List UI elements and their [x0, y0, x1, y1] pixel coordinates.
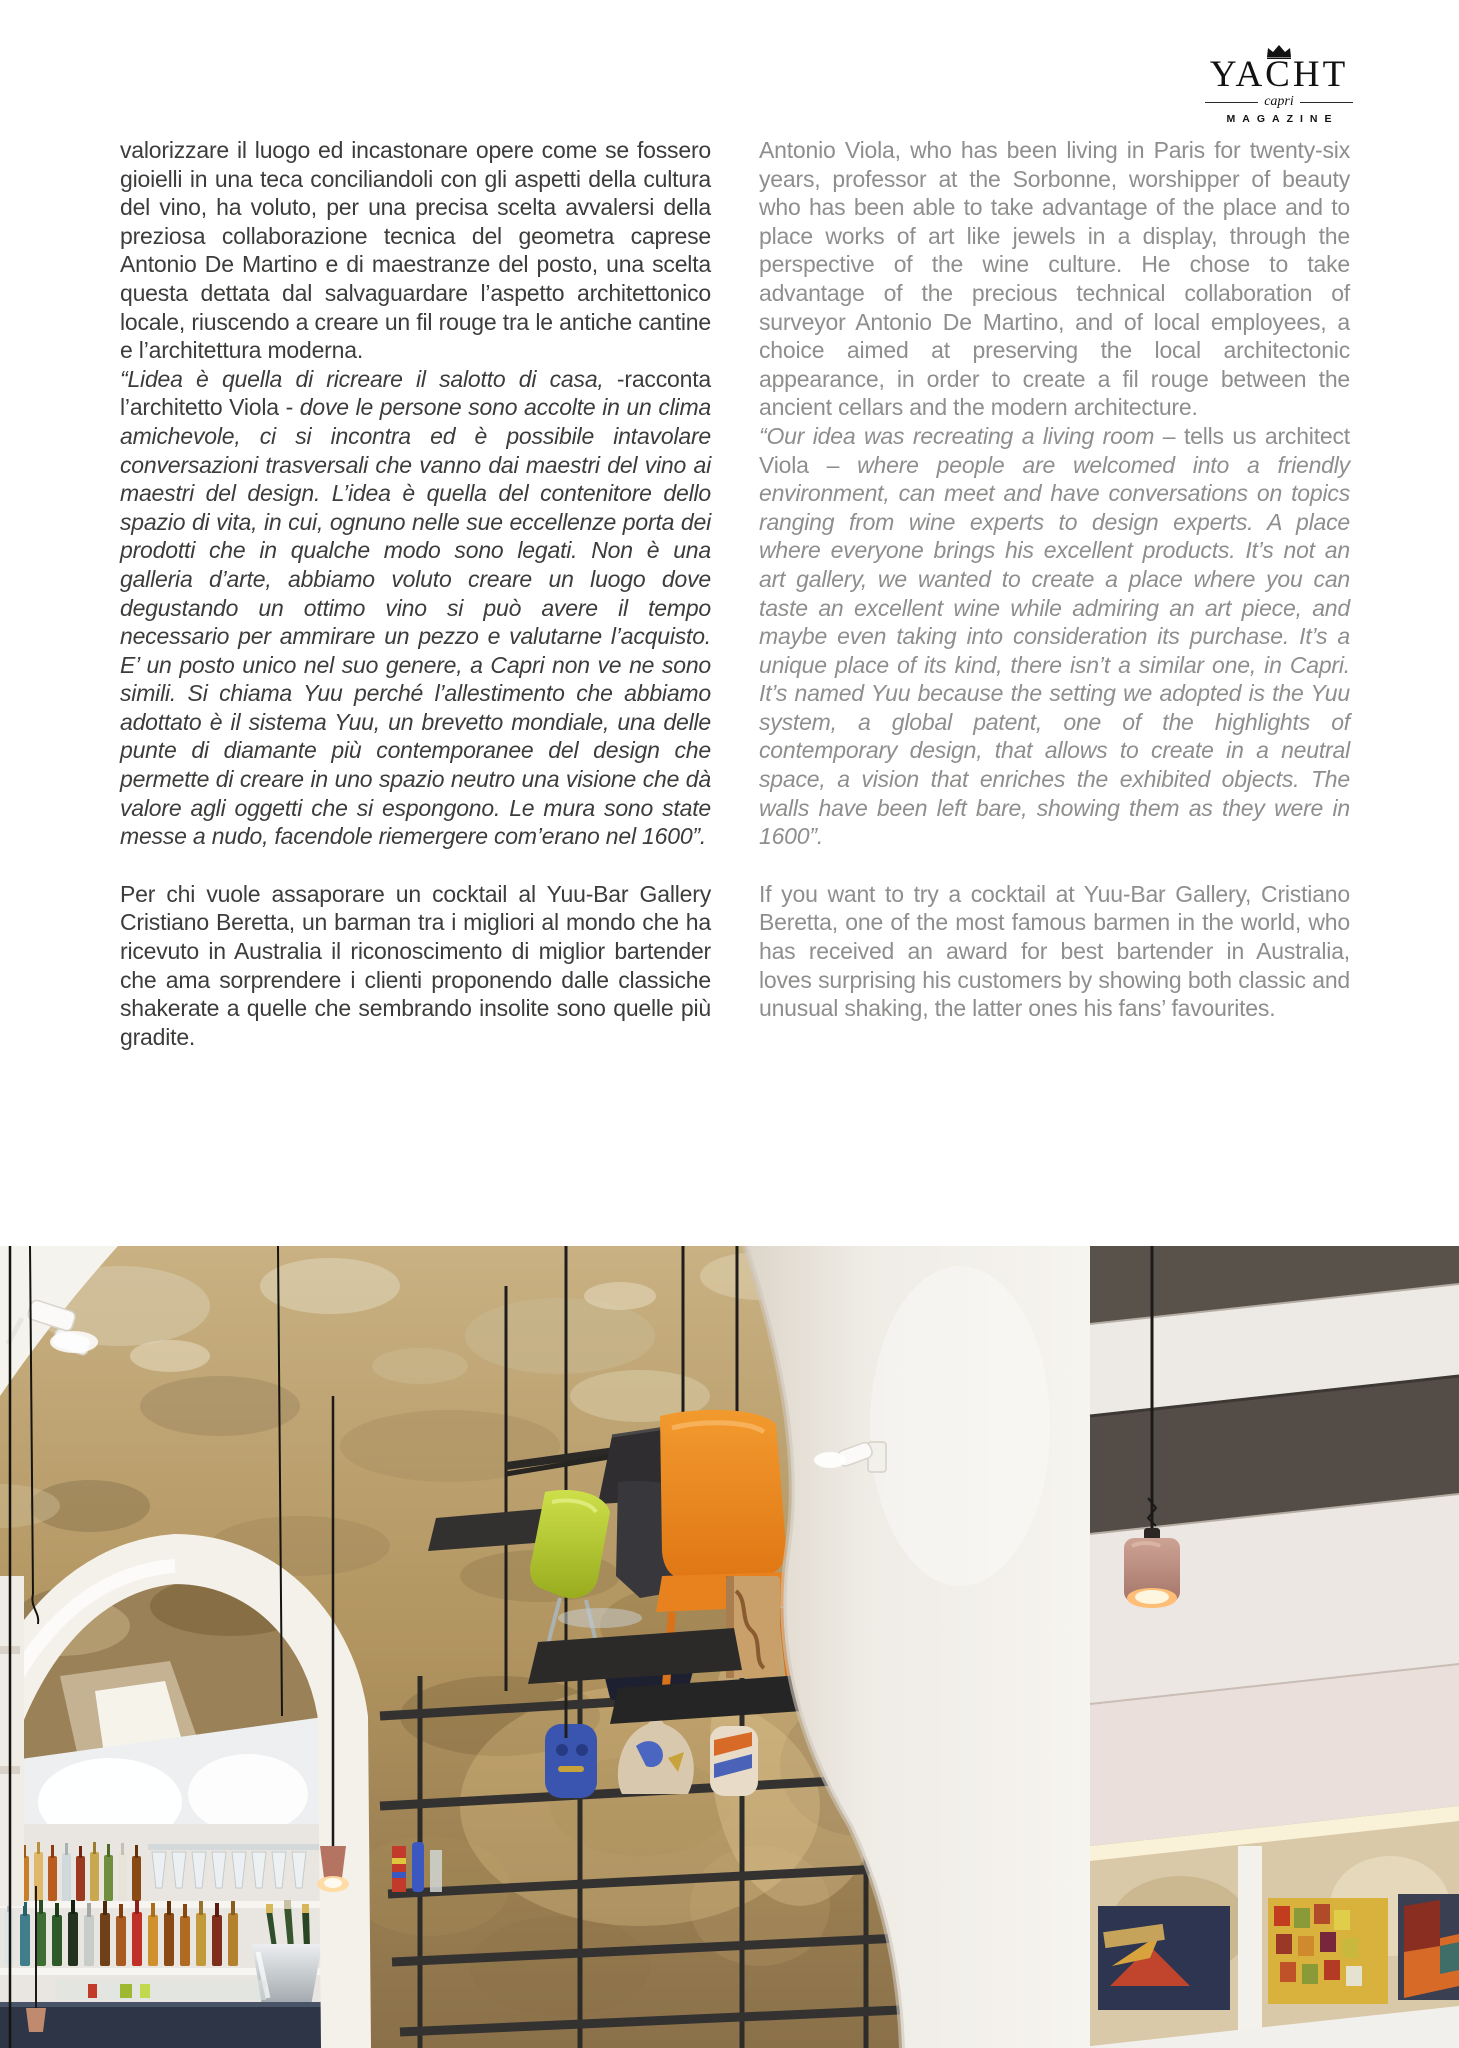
paragraph-italian-2: Per chi vuole assaporare un cocktail al Yuu-Bar Gallery Cristiano Beretta, un barman tra i migliori al mondo che ha ricevuto in Australia il riconoscimento di miglior bartender che ama sorprendere i clienti proponendo dalle classiche shakerate a quelle che sembrando insolite sono quelle più gradite. — [120, 880, 711, 1050]
magazine-logo — [1205, 44, 1353, 125]
slatted-wall — [1090, 1246, 1459, 2048]
interior-photo — [0, 1246, 1459, 2048]
paragraph-english-quote: “Our idea was recreating a living room – tells us architect Viola – where people are welcomed into a friendly environment, can meet and have conversations on topics ranging from wine experts to design experts. A place where everyone brings his excellent products. It’s not an art gallery, we wanted to create a place where you can taste an excellent wine while admiring an art piece, and maybe even taking into consideration its purchase. It’s a unique place of its kind, there isn’t a similar one, in Capri. It’s named Yuu because the setting we adopted is the Yuu system, a global patent, one of the highlights of contemporary design, that allows to create in a neutral space, a vision that enriches the exhibited objects. The walls have been left bare, showing them as they were in 1600”. — [759, 422, 1350, 850]
display-case — [1090, 1821, 1459, 2048]
paragraph-italian-1: valorizzare il luogo ed incastonare opere come se fossero gioielli in una teca conciliandoli con gli aspetti della cultura del vino, ha voluto, per una precisa scelta avvalersi della preziosa collaborazione tecnica del geometra caprese Antonio De Martino e di maestranze del posto, una scelta questa dettata dal salvaguardare l’aspetto architettonico locale, riuscendo a creare un fil rouge tra le antiche cantine e l’architettura moderna. — [120, 137, 711, 364]
paragraph-english-2: If you want to try a cocktail at Yuu-Bar Gallery, Cristiano Beretta, one of the most famous barmen in the world, who has received an award for best bartender in Australia, loves surprising his customers by showing both classic and unusual shaking, the latter ones his fans’ favourites. — [759, 880, 1350, 1022]
logo-rule-right — [1300, 102, 1353, 103]
bar-counter — [0, 2002, 350, 2048]
logo-tagline: MAGAZINE — [1226, 113, 1339, 125]
article-body — [120, 136, 1351, 1051]
ceramic-vases — [545, 1718, 758, 1798]
paragraph-italian-quote: “Lidea è quella di ricreare il salotto di casa, -racconta l’architetto Viola - dove le persone sono accolte in un clima amichevole, ci si incontra ed è possibile intavolare conversazioni trasversali che vanno dai maestri del vino ai maestri del design. L’idea è quella del contenitore dello spazio di vita, in cui, ognuno nelle sue eccellenze porta dei prodotti che in qualche modo sono legati. Non è una galleria d’arte, abbiamo voluto creare un luogo dove degustando un ottimo vino si può avere il tempo necessario per ammirare un pezzo e valutarne l’acquisto. E’ un posto unico nel suo genere, a Capri non ve ne sono simili. Si chiama Yuu perché l’allestimento che abbiamo adottato è il sistema Yuu, un brevetto mondiale, una delle punte di diamante più contemporanee del design che permette di creare in uno spazio neutro una visione che dà valore agli oggetti che si espongono. Le mura sono state messe a nudo, facendole riemergere com’erano nel 1600”. — [120, 365, 712, 850]
logo-rule-left — [1205, 102, 1258, 103]
paragraph-english-1: Antonio Viola, who has been living in Paris for twenty-six years, professor at the Sorbonne, worshipper of beauty who has been able to take advantage of the place and to place works of art like jewels in a display, through the perspective of the wine culture. He chose to take advantage of the precious technical collaboration of surveyor Antonio De Martino, and of local employees, a choice aimed at preserving the local architectonic appearance, in order to create a fil rouge between the ancient cellars and the modern architecture. — [759, 137, 1350, 421]
article-column-italian — [120, 136, 711, 1051]
logo-title: YACHT — [1209, 54, 1349, 95]
article-column-english — [759, 136, 1350, 1051]
art-boxes — [1098, 1894, 1459, 2010]
logo-subtitle: capri — [1264, 94, 1294, 109]
